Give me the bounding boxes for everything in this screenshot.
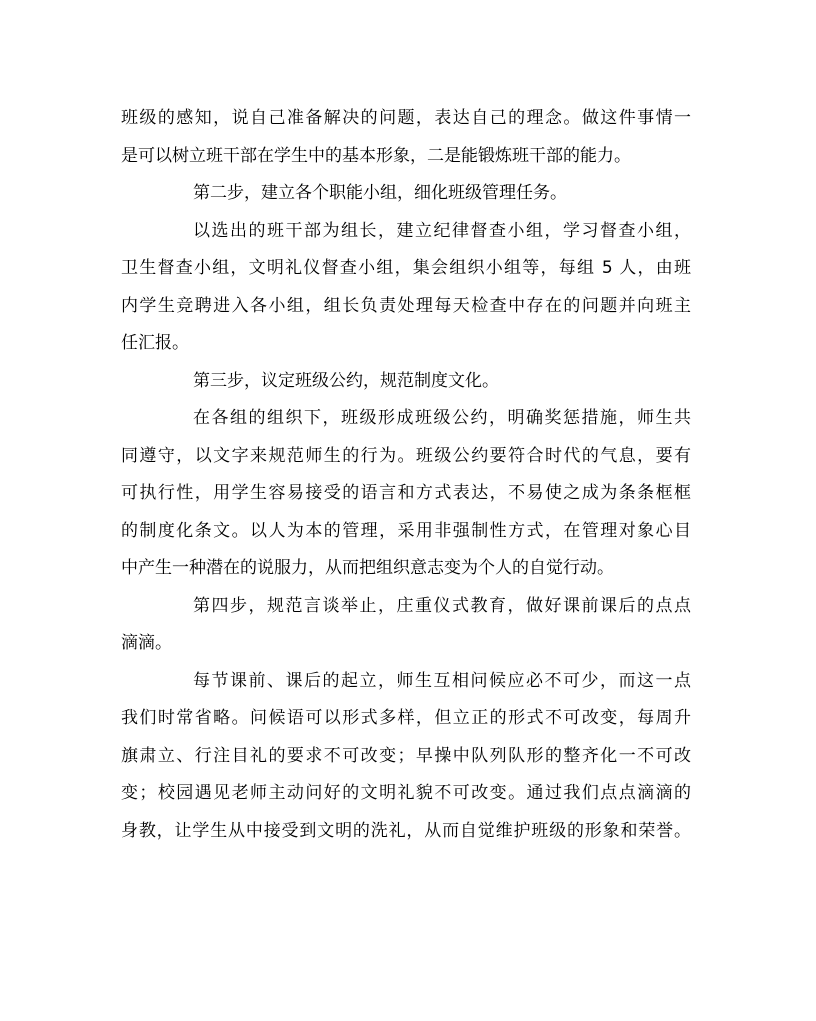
text-line: 内学生竞聘进入各小组，组长负责处理每天检查中存在的问题并向班主 — [121, 295, 691, 316]
document-body — [121, 100, 691, 850]
text-line: 旗肃立、行注目礼的要求不可改变；早操中队列队形的整齐化一不可改 — [121, 745, 691, 766]
text-line: 是可以树立班干部在学生中的基本形象，二是能锻炼班干部的能力。 — [121, 145, 631, 166]
text-line: 我们时常省略。问候语可以形式多样，但立正的形式不可改变，每周升 — [121, 708, 691, 728]
text-line: 以选出的班干部为组长，建立纪律督查小组，学习督查小组， — [193, 220, 691, 241]
text-line: 每节课前、课后的起立，师生互相问候应必不可少，而这一点 — [193, 670, 691, 691]
text-line: 身教，让学生从中接受到文明的洗礼，从而自觉维护班级的形象和荣誉。 — [121, 820, 691, 841]
text-line: 变；校园遇见老师主动问好的文明礼貌不可改变。通过我们点点滴滴的 — [121, 783, 691, 803]
section-heading: 第四步，规范言谈举止，庄重仪式教育，做好课前课后的点点 — [193, 595, 691, 616]
text-line: 的制度化条文。以人为本的管理，采用非强制性方式，在管理对象心目 — [121, 520, 691, 541]
section-heading-continued: 滴滴。 — [121, 633, 172, 653]
section-heading: 第二步，建立各个职能小组，细化班级管理任务。 — [193, 183, 567, 203]
text-line: 卫生督查小组，文明礼仪督查小组，集会组织小组等，每组 5 人，由班 — [121, 258, 691, 278]
text-line: 班级的感知，说自己准备解决的问题，表达自己的理念。做这件事情一 — [121, 108, 691, 128]
text-line: 可执行性，用学生容易接受的语言和方式表达，不易使之成为条条框框 — [121, 483, 691, 503]
text-line: 同遵守，以文字来规范师生的行为。班级公约要符合时代的气息，要有 — [121, 445, 691, 466]
text-line: 在各组的组织下，班级形成班级公约，明确奖惩措施，师生共 — [193, 408, 691, 428]
section-heading: 第三步，议定班级公约，规范制度文化。 — [193, 370, 499, 391]
text-line: 中产生一种潜在的说服力，从而把组织意志变为个人的自觉行动。 — [121, 558, 614, 578]
text-line: 任汇报。 — [121, 333, 189, 353]
